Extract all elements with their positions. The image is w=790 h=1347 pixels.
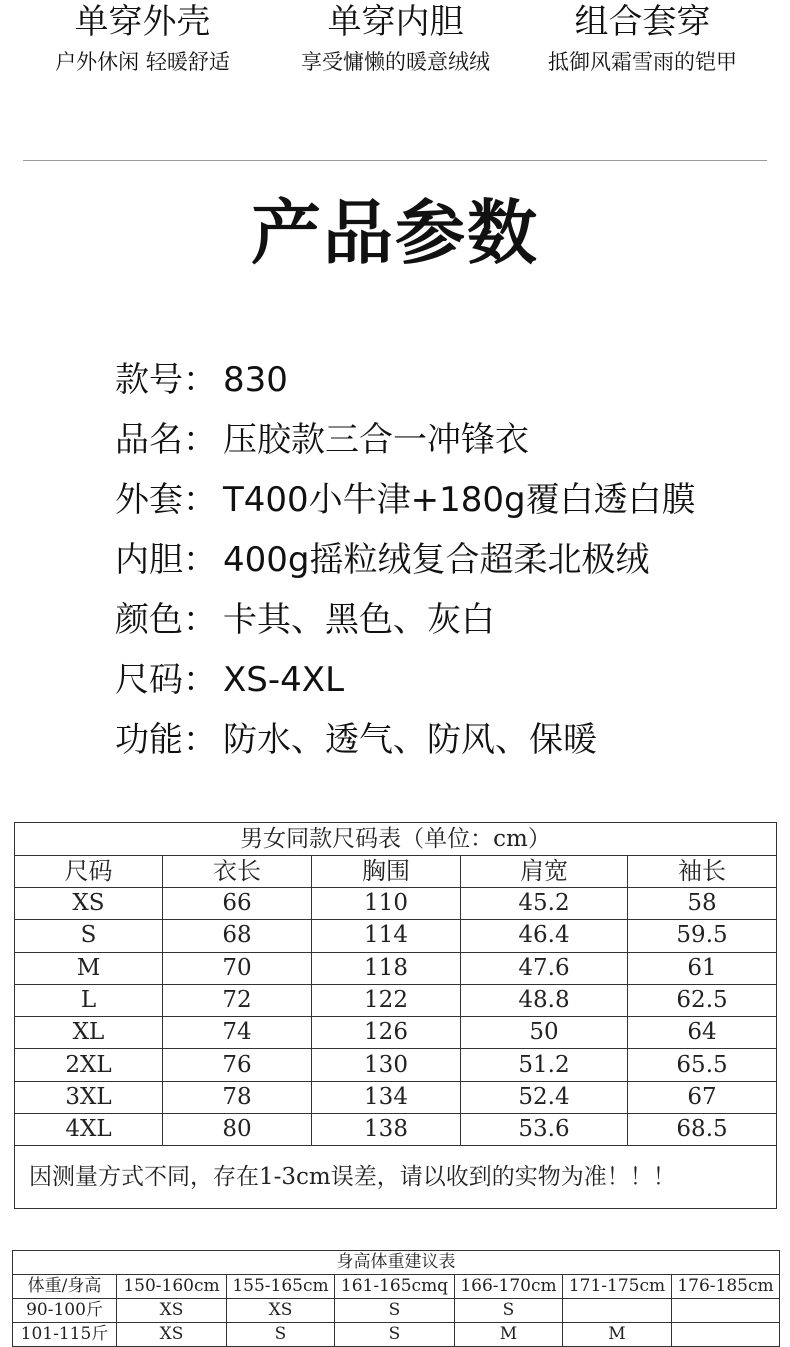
table-row <box>15 1017 777 1049</box>
table-cell: 4XL <box>15 1114 163 1146</box>
table-cell: 59.5 <box>628 920 777 952</box>
table-cell: 2XL <box>15 1049 163 1081</box>
table-cell: 47.6 <box>461 952 628 984</box>
size-chart-header-row <box>15 856 777 888</box>
table-cell: 67 <box>628 1081 777 1113</box>
table-cell: S <box>335 1323 455 1347</box>
table-cell: XL <box>15 1017 163 1049</box>
param-row-liner <box>115 530 696 590</box>
param-row-function <box>115 710 696 770</box>
param-label: 颜色： <box>115 600 217 640</box>
table-cell: L <box>15 984 163 1016</box>
param-row-style <box>115 350 696 410</box>
param-value: T400小牛津+180g覆白透白膜 <box>223 480 696 520</box>
height-weight-table <box>12 1250 780 1347</box>
table-cell: 134 <box>312 1081 461 1113</box>
table-cell: 48.8 <box>461 984 628 1016</box>
column-header: 体重/身高 <box>13 1275 117 1299</box>
column-header: 166-170cm <box>455 1275 563 1299</box>
column-header: 176-185cm <box>672 1275 780 1299</box>
param-value: XS-4XL <box>223 660 345 700</box>
table-cell: 53.6 <box>461 1114 628 1146</box>
size-chart-caption: 男女同款尺码表（单位：cm） <box>15 823 777 856</box>
table-cell: 52.4 <box>461 1081 628 1113</box>
param-value: 压胶款三合一冲锋衣 <box>223 420 529 460</box>
table-cell: XS <box>117 1299 227 1323</box>
table-row <box>15 952 777 984</box>
table-row <box>15 1114 777 1146</box>
param-label: 尺码： <box>115 660 217 700</box>
param-row-name <box>115 410 696 470</box>
height-weight-header-row <box>13 1275 780 1299</box>
feature-title: 组合套穿 <box>574 2 711 42</box>
table-cell: XS <box>117 1323 227 1347</box>
param-row-shell <box>115 470 696 530</box>
table-cell <box>672 1299 780 1323</box>
table-cell: 66 <box>163 888 312 920</box>
table-cell: 46.4 <box>461 920 628 952</box>
table-cell: 114 <box>312 920 461 952</box>
measurement-note: 因测量方式不同，存在1-3cm误差，请以收到的实物为准！！！ <box>15 1146 777 1209</box>
param-value: 卡其、黑色、灰白 <box>223 600 495 640</box>
feature-combo <box>530 0 755 77</box>
table-cell: 64 <box>628 1017 777 1049</box>
table-cell: M <box>15 952 163 984</box>
param-label: 品名： <box>115 420 217 460</box>
table-cell: S <box>15 920 163 952</box>
feature-subtitle: 抵御风霜雪雨的铠甲 <box>548 50 737 74</box>
feature-header <box>0 0 790 100</box>
table-cell <box>672 1323 780 1347</box>
table-cell: 80 <box>163 1114 312 1146</box>
table-cell: 62.5 <box>628 984 777 1016</box>
table-cell: M <box>563 1323 672 1347</box>
table-cell: 78 <box>163 1081 312 1113</box>
table-row <box>15 920 777 952</box>
table-cell: 51.2 <box>461 1049 628 1081</box>
param-label: 功能： <box>115 720 217 760</box>
table-cell: 130 <box>312 1049 461 1081</box>
column-header: 肩宽 <box>461 856 628 888</box>
table-cell: 70 <box>163 952 312 984</box>
feature-shell <box>40 0 245 77</box>
param-value: 400g摇粒绒复合超柔北极绒 <box>223 540 650 580</box>
feature-subtitle: 户外休闲 轻暖舒适 <box>55 50 230 74</box>
table-cell: XS <box>15 888 163 920</box>
table-cell: S <box>455 1299 563 1323</box>
table-row <box>13 1323 780 1347</box>
feature-subtitle: 享受慵懒的暖意绒绒 <box>301 50 490 74</box>
param-label: 内胆： <box>115 540 217 580</box>
param-label: 款号： <box>115 360 217 400</box>
column-header: 171-175cm <box>563 1275 672 1299</box>
table-row <box>15 984 777 1016</box>
table-cell: 61 <box>628 952 777 984</box>
feature-title: 单穿内胆 <box>327 2 464 42</box>
table-cell: XS <box>227 1299 335 1323</box>
column-header: 尺码 <box>15 856 163 888</box>
feature-title: 单穿外壳 <box>74 2 211 42</box>
table-cell: 126 <box>312 1017 461 1049</box>
column-header: 衣长 <box>163 856 312 888</box>
table-cell: S <box>335 1299 455 1323</box>
table-cell: 118 <box>312 952 461 984</box>
table-row <box>15 1049 777 1081</box>
column-header: 胸围 <box>312 856 461 888</box>
param-row-size <box>115 650 696 710</box>
table-cell: 68.5 <box>628 1114 777 1146</box>
param-label: 外套： <box>115 480 217 520</box>
table-cell: M <box>455 1323 563 1347</box>
table-cell: 110 <box>312 888 461 920</box>
table-row <box>13 1299 780 1323</box>
table-cell: 74 <box>163 1017 312 1049</box>
section-title: 产品参数 <box>251 192 539 274</box>
table-cell: 58 <box>628 888 777 920</box>
table-cell <box>563 1299 672 1323</box>
table-cell: 72 <box>163 984 312 1016</box>
size-chart-table <box>14 822 777 1209</box>
table-cell: 65.5 <box>628 1049 777 1081</box>
column-header: 袖长 <box>628 856 777 888</box>
divider <box>23 160 767 161</box>
param-row-color <box>115 590 696 650</box>
table-row <box>15 1081 777 1113</box>
table-cell: 45.2 <box>461 888 628 920</box>
table-row <box>15 888 777 920</box>
param-value: 830 <box>223 360 288 400</box>
feature-liner <box>283 0 508 77</box>
table-cell: 68 <box>163 920 312 952</box>
table-cell: 101-115斤 <box>13 1323 117 1347</box>
table-cell: 90-100斤 <box>13 1299 117 1323</box>
column-header: 161-165cmq <box>335 1275 455 1299</box>
table-cell: 50 <box>461 1017 628 1049</box>
column-header: 150-160cm <box>117 1275 227 1299</box>
param-value: 防水、透气、防风、保暖 <box>223 720 597 760</box>
table-cell: 76 <box>163 1049 312 1081</box>
table-cell: 122 <box>312 984 461 1016</box>
column-header: 155-165cm <box>227 1275 335 1299</box>
table-cell: 3XL <box>15 1081 163 1113</box>
product-params <box>115 350 696 770</box>
table-cell: S <box>227 1323 335 1347</box>
table-cell: 138 <box>312 1114 461 1146</box>
height-weight-caption: 身高体重建议表 <box>13 1251 780 1275</box>
